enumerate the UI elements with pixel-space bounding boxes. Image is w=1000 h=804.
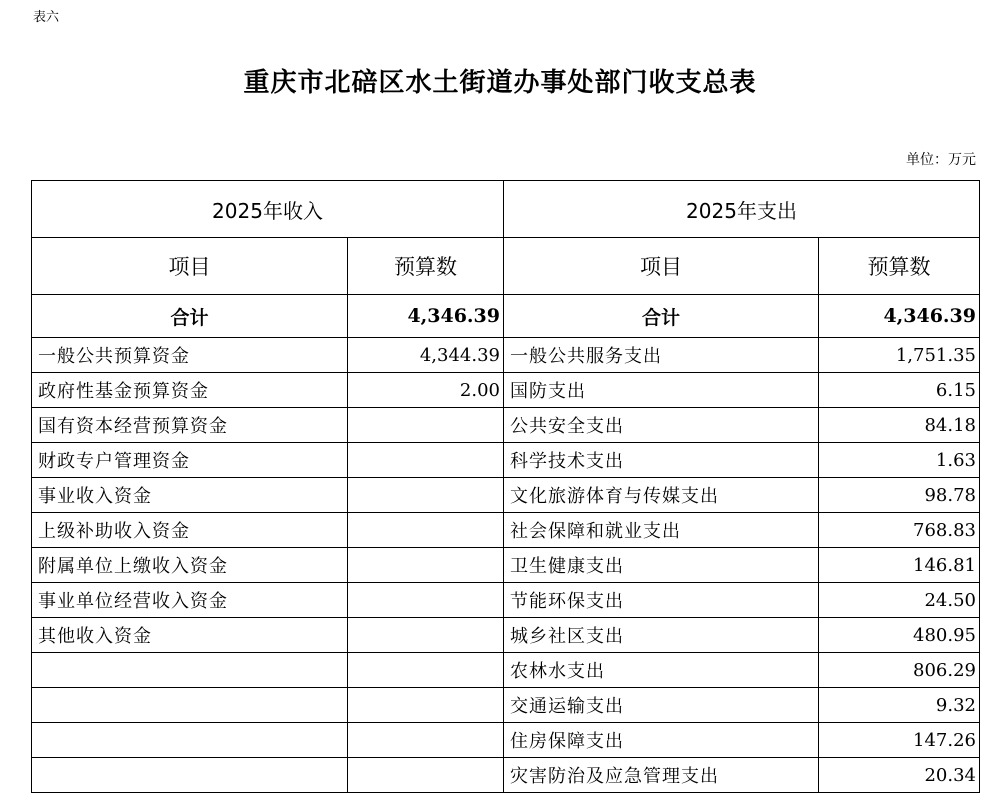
expense-item-cell: 社会保障和就业支出 — [504, 513, 819, 548]
income-item-cell: 附属单位上缴收入资金 — [32, 548, 348, 583]
table-row — [32, 408, 980, 443]
expense-amount-cell: 9.32 — [819, 688, 980, 723]
expense-total-label: 合计 — [504, 295, 819, 338]
income-item-cell — [32, 723, 348, 758]
expense-item-header: 项目 — [504, 238, 819, 295]
table-row — [32, 478, 980, 513]
expense-amount-cell: 147.26 — [819, 723, 980, 758]
expense-item-cell: 国防支出 — [504, 373, 819, 408]
income-item-cell: 其他收入资金 — [32, 618, 348, 653]
table-row — [32, 513, 980, 548]
expense-budget-header: 预算数 — [819, 238, 980, 295]
expense-amount-cell: 24.50 — [819, 583, 980, 618]
table-row — [32, 548, 980, 583]
expense-item-cell: 住房保障支出 — [504, 723, 819, 758]
income-amount-cell — [348, 548, 504, 583]
expense-item-cell: 一般公共服务支出 — [504, 338, 819, 373]
table-row — [32, 583, 980, 618]
income-item-cell — [32, 653, 348, 688]
income-amount-cell — [348, 618, 504, 653]
table-row — [32, 758, 980, 793]
section-header-row — [32, 181, 980, 238]
expense-amount-cell: 768.83 — [819, 513, 980, 548]
expense-total-value: 4,346.39 — [819, 295, 980, 338]
income-amount-cell — [348, 513, 504, 548]
income-budget-header: 预算数 — [348, 238, 504, 295]
expense-amount-cell: 84.18 — [819, 408, 980, 443]
income-item-header: 项目 — [32, 238, 348, 295]
income-total-label: 合计 — [32, 295, 348, 338]
unit-label: 单位：万元 — [906, 152, 976, 168]
table-row — [32, 373, 980, 408]
expense-amount-cell: 1,751.35 — [819, 338, 980, 373]
income-amount-cell — [348, 408, 504, 443]
income-item-cell — [32, 758, 348, 793]
income-item-cell: 上级补助收入资金 — [32, 513, 348, 548]
expense-item-cell: 文化旅游体育与传媒支出 — [504, 478, 819, 513]
expense-section-header: 2025年支出 — [504, 181, 980, 238]
income-amount-cell — [348, 478, 504, 513]
income-amount-cell — [348, 688, 504, 723]
expense-item-cell: 灾害防治及应急管理支出 — [504, 758, 819, 793]
table-tag: 表六 — [33, 10, 60, 25]
expense-item-cell: 科学技术支出 — [504, 443, 819, 478]
income-item-cell: 一般公共预算资金 — [32, 338, 348, 373]
table-row — [32, 688, 980, 723]
expense-amount-cell: 146.81 — [819, 548, 980, 583]
total-row — [32, 295, 980, 338]
expense-amount-cell: 6.15 — [819, 373, 980, 408]
page-title: 重庆市北碚区水土街道办事处部门收支总表 — [243, 68, 757, 98]
income-section-header: 2025年收入 — [32, 181, 504, 238]
table-row — [32, 723, 980, 758]
income-item-cell: 事业单位经营收入资金 — [32, 583, 348, 618]
income-amount-cell — [348, 583, 504, 618]
column-header-row — [32, 238, 980, 295]
expense-item-cell: 卫生健康支出 — [504, 548, 819, 583]
budget-table — [31, 180, 980, 793]
table-row — [32, 443, 980, 478]
table-row — [32, 338, 980, 373]
expense-amount-cell: 1.63 — [819, 443, 980, 478]
income-item-cell: 财政专户管理资金 — [32, 443, 348, 478]
income-amount-cell — [348, 653, 504, 688]
income-item-cell — [32, 688, 348, 723]
expense-item-cell: 交通运输支出 — [504, 688, 819, 723]
income-item-cell: 政府性基金预算资金 — [32, 373, 348, 408]
expense-item-cell: 公共安全支出 — [504, 408, 819, 443]
expense-item-cell: 农林水支出 — [504, 653, 819, 688]
income-item-cell: 事业收入资金 — [32, 478, 348, 513]
income-amount-cell — [348, 758, 504, 793]
income-item-cell: 国有资本经营预算资金 — [32, 408, 348, 443]
table-row — [32, 618, 980, 653]
expense-amount-cell: 806.29 — [819, 653, 980, 688]
expense-amount-cell: 480.95 — [819, 618, 980, 653]
income-amount-cell: 4,344.39 — [348, 338, 504, 373]
expense-item-cell: 节能环保支出 — [504, 583, 819, 618]
income-amount-cell — [348, 723, 504, 758]
expense-item-cell: 城乡社区支出 — [504, 618, 819, 653]
income-total-value: 4,346.39 — [348, 295, 504, 338]
expense-amount-cell: 20.34 — [819, 758, 980, 793]
income-amount-cell: 2.00 — [348, 373, 504, 408]
expense-amount-cell: 98.78 — [819, 478, 980, 513]
table-row — [32, 653, 980, 688]
income-amount-cell — [348, 443, 504, 478]
